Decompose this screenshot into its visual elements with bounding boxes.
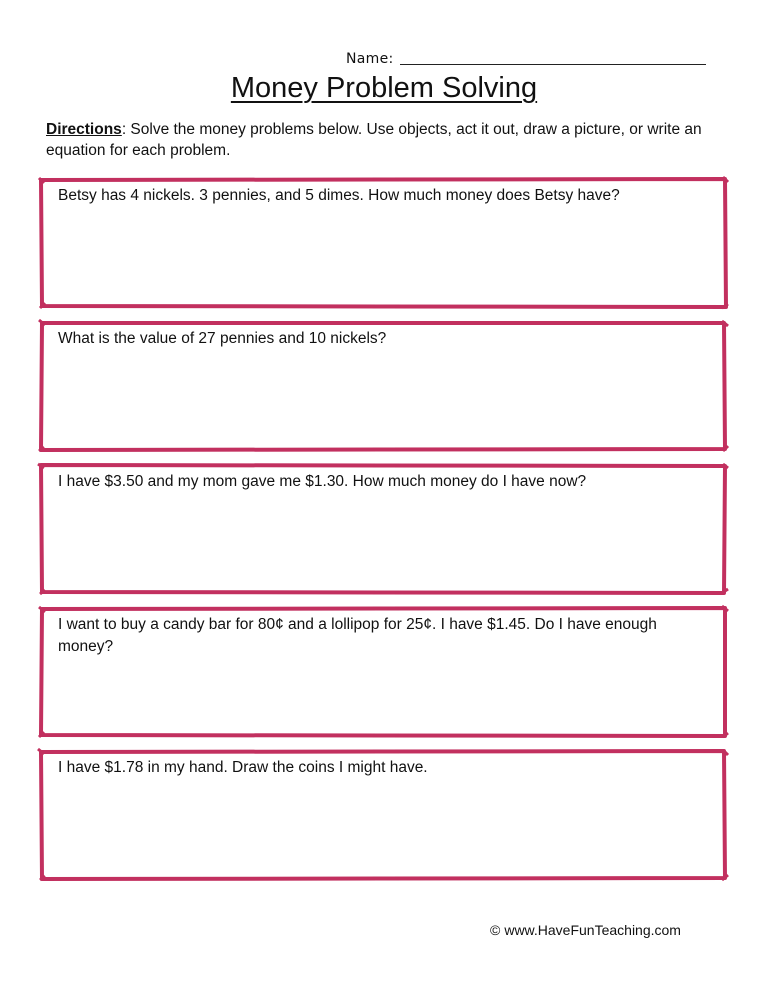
problem-box-2[interactable] bbox=[38, 320, 728, 452]
footer-credit bbox=[490, 922, 681, 938]
footer-site[interactable]: www.HaveFunTeaching.com bbox=[504, 922, 681, 938]
problem-box-1[interactable] bbox=[38, 177, 728, 309]
problem-text: What is the value of 27 pennies and 10 nickels? bbox=[58, 330, 387, 347]
problem-text: I have $1.78 in my hand. Draw the coins I might have. bbox=[58, 759, 428, 776]
copyright-icon: © bbox=[490, 922, 501, 938]
name-label: Name: bbox=[346, 51, 394, 67]
name-field bbox=[346, 44, 706, 68]
problem-box-5[interactable] bbox=[38, 749, 728, 881]
problem-text: I have $3.50 and my mom gave me $1.30. How much money do I have now? bbox=[58, 473, 587, 490]
problem-text: I want to buy a candy bar for 80¢ and a lollipop for 25¢. I have $1.45. Do I have enough money? bbox=[58, 616, 657, 655]
directions-text: : Solve the money problems below. Use objects, act it out, draw a picture, or write an equation for each problem. bbox=[46, 121, 702, 159]
name-write-line[interactable] bbox=[400, 48, 706, 65]
problem-box-4[interactable] bbox=[38, 606, 728, 738]
problem-text: Betsy has 4 nickels. 3 pennies, and 5 dimes. How much money does Betsy have? bbox=[58, 187, 620, 204]
problem-box-3[interactable] bbox=[38, 463, 728, 595]
directions-label: Directions bbox=[46, 121, 122, 138]
directions bbox=[46, 119, 736, 161]
worksheet-title: Money Problem Solving bbox=[230, 72, 538, 104]
